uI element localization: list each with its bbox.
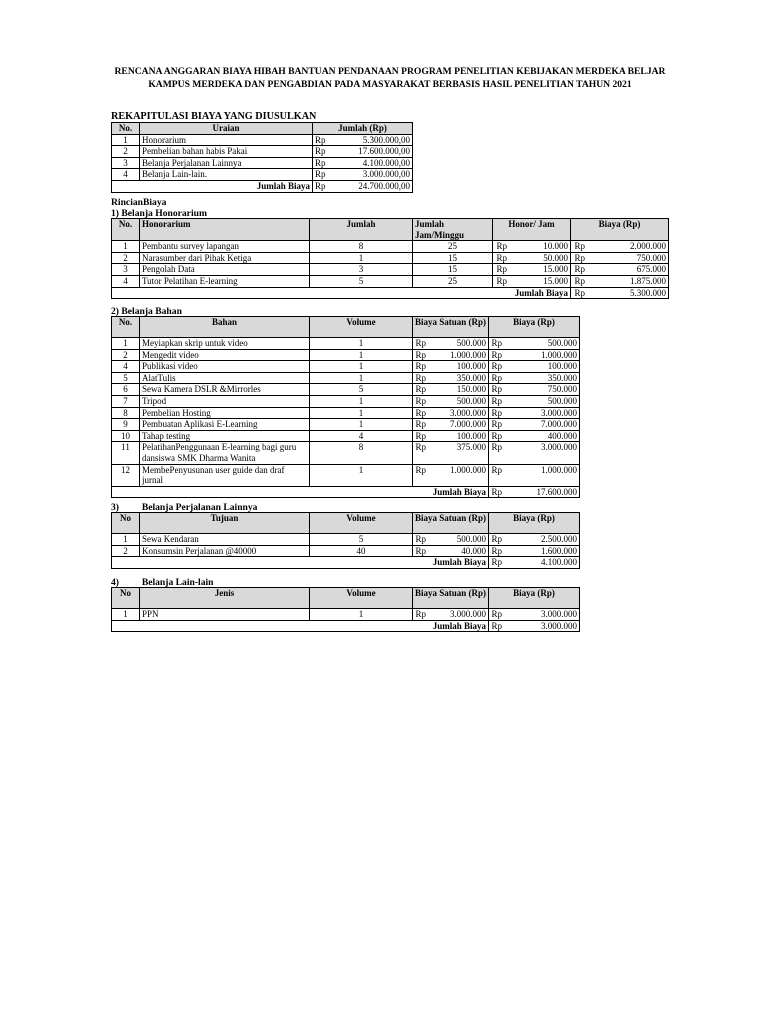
- table-row: [112, 349, 580, 361]
- col-no: No: [112, 513, 140, 534]
- currency-label: Rp: [493, 241, 509, 253]
- row-biaya-satuan: 7.000.000: [427, 419, 489, 431]
- row-jumlah: [313, 134, 413, 146]
- total-amount: 3.000.000: [503, 620, 580, 632]
- row-no: 9: [112, 419, 140, 431]
- honor-table: [111, 218, 669, 299]
- currency-label: Rp: [315, 157, 326, 168]
- col-volume: Volume: [310, 588, 413, 609]
- row-biaya-satuan: 150.000: [427, 384, 489, 396]
- col-jenis: Jenis: [140, 588, 310, 609]
- row-no: 1: [112, 609, 140, 621]
- row-volume: 1: [310, 609, 413, 621]
- currency-label: Rp: [413, 338, 427, 350]
- table-row: [112, 338, 580, 350]
- currency-label: Rp: [489, 407, 503, 419]
- row-name: Konsumsin Perjalanan @40000: [140, 545, 310, 557]
- col-jumlah: Jumlah (Rp): [313, 123, 413, 135]
- row-biaya-satuan: 375.000: [427, 442, 489, 464]
- row-volume: 5: [310, 534, 413, 546]
- row-honorarium: Pengolah Data: [140, 264, 310, 276]
- row-no: 3: [112, 157, 140, 169]
- row-jumlah: 8: [310, 241, 413, 253]
- perjalanan-heading-no: 3): [111, 502, 119, 513]
- perjalanan-heading-text: Belanja Perjalanan Lainnya: [141, 502, 258, 513]
- currency-label: Rp: [413, 395, 427, 407]
- col-biaya-satuan: Biaya Satuan (Rp): [413, 513, 489, 534]
- table-row: [112, 464, 580, 486]
- row-uraian: Belanja Lain-lain.: [140, 169, 313, 181]
- currency-label: Rp: [571, 264, 587, 276]
- row-name: PelatihanPenggunaan E-learning bagi guru dansiswa SMK Dharma Wanita: [140, 442, 310, 464]
- currency-label: Rp: [489, 464, 503, 486]
- table-row: [112, 534, 580, 546]
- currency-label: Rp: [315, 134, 326, 145]
- row-no: 4: [112, 361, 140, 373]
- row-no: 3: [112, 264, 140, 276]
- table-row: [112, 545, 580, 557]
- row-biaya: 1.000.000: [503, 464, 580, 486]
- row-name: Publikasi video: [140, 361, 310, 373]
- total-row: [112, 486, 580, 498]
- row-biaya-satuan: 1.000.000: [427, 464, 489, 486]
- row-biaya-satuan: 100.000: [427, 430, 489, 442]
- currency-label: Rp: [489, 361, 503, 373]
- row-name: Meyiapkan skrip untuk video: [140, 338, 310, 350]
- bahan-heading: 2) Belanja Bahan: [111, 306, 182, 317]
- total-label: Jumlah Biaya: [509, 287, 571, 299]
- row-no: 1: [112, 534, 140, 546]
- currency-label: Rp: [489, 534, 503, 546]
- lain-table: [111, 587, 580, 632]
- row-no: 1: [112, 134, 140, 146]
- row-uraian: Pembelian bahan habis Pakai: [140, 146, 313, 158]
- row-name: PPN: [140, 609, 310, 621]
- row-biaya-satuan: 1.000.000: [427, 349, 489, 361]
- row-name: Tripod: [140, 395, 310, 407]
- table-row: [112, 419, 580, 431]
- amount: 5.300.000,00: [362, 134, 410, 145]
- row-volume: 1: [310, 349, 413, 361]
- currency-label: Rp: [315, 146, 326, 157]
- col-tujuan: Tujuan: [140, 513, 310, 534]
- row-biaya: 500.000: [503, 338, 580, 350]
- currency-label: Rp: [489, 395, 503, 407]
- row-volume: 1: [310, 395, 413, 407]
- row-volume: 4: [310, 430, 413, 442]
- perjalanan-table: [111, 512, 580, 569]
- col-honorarium: Honorarium: [140, 219, 310, 241]
- table-row: [112, 609, 580, 621]
- row-no: 1: [112, 241, 140, 253]
- col-honor-jam: Honor/ Jam: [493, 219, 571, 241]
- row-biaya: 7.000.000: [503, 419, 580, 431]
- table-row: [112, 442, 580, 464]
- total-label: Jumlah Biaya: [112, 486, 489, 498]
- table-row: [112, 169, 413, 181]
- col-uraian: Uraian: [140, 123, 313, 135]
- currency-label: Rp: [489, 557, 503, 569]
- total-label: Jumlah Biaya: [112, 180, 313, 192]
- currency-label: Rp: [413, 464, 427, 486]
- spacer: [112, 287, 509, 299]
- row-honorarium: Pembantu survey lapangan: [140, 241, 310, 253]
- row-volume: 8: [310, 442, 413, 464]
- row-jam: 15: [413, 252, 493, 264]
- row-honor: 15.000: [509, 264, 571, 276]
- row-biaya: 750.000: [503, 384, 580, 396]
- rincian-label: RincianBiaya: [111, 197, 167, 208]
- row-biaya: 750.000: [587, 252, 669, 264]
- col-jumlah: Jumlah: [310, 219, 413, 241]
- row-uraian: Honorarium: [140, 134, 313, 146]
- currency-label: Rp: [489, 545, 503, 557]
- row-name: Pembelian Hosting: [140, 407, 310, 419]
- row-name: AlatTulis: [140, 372, 310, 384]
- table-row: [112, 241, 669, 253]
- row-no: 8: [112, 407, 140, 419]
- row-biaya: 500.000: [503, 395, 580, 407]
- currency-label: Rp: [571, 287, 587, 299]
- currency-label: Rp: [489, 384, 503, 396]
- row-jam: 15: [413, 264, 493, 276]
- currency-label: Rp: [489, 609, 503, 621]
- table-row: [112, 395, 580, 407]
- row-volume: 1: [310, 338, 413, 350]
- currency-label: Rp: [315, 180, 326, 191]
- row-no: 4: [112, 275, 140, 287]
- row-honor: 10.000: [509, 241, 571, 253]
- total-amount: 4.100.000: [503, 557, 580, 569]
- recap-heading: REKAPITULASI BIAYA YANG DIUSULKAN: [111, 111, 317, 122]
- currency-label: Rp: [489, 486, 503, 498]
- table-row: [112, 407, 580, 419]
- amount: 24.700.000,00: [358, 180, 410, 191]
- currency-label: Rp: [413, 384, 427, 396]
- row-no: 10: [112, 430, 140, 442]
- currency-label: Rp: [489, 349, 503, 361]
- total-row: [112, 287, 669, 299]
- lain-heading-text: Belanja Lain-lain: [141, 577, 214, 588]
- bahan-table: [111, 316, 580, 498]
- amount: 3.000.000,00: [362, 169, 410, 180]
- row-honor: 50.000: [509, 252, 571, 264]
- currency-label: Rp: [489, 372, 503, 384]
- col-volume: Volume: [310, 513, 413, 534]
- amount: 4.100.000,00: [362, 157, 410, 168]
- row-volume: 5: [310, 384, 413, 396]
- row-no: 7: [112, 395, 140, 407]
- col-biaya: Biaya (Rp): [489, 317, 580, 338]
- currency-label: Rp: [413, 361, 427, 373]
- row-biaya: 3.000.000: [503, 609, 580, 621]
- currency-label: Rp: [315, 169, 326, 180]
- col-biaya: Biaya (Rp): [489, 513, 580, 534]
- row-biaya: 400.000: [503, 430, 580, 442]
- row-volume: 1: [310, 372, 413, 384]
- total-row: [112, 557, 580, 569]
- table-row: [112, 264, 669, 276]
- col-biaya: Biaya (Rp): [489, 588, 580, 609]
- col-no: No.: [112, 219, 140, 241]
- currency-label: Rp: [571, 252, 587, 264]
- table-row: [112, 430, 580, 442]
- row-name: Mengedit video: [140, 349, 310, 361]
- table-row: [112, 384, 580, 396]
- row-biaya-satuan: 3.000.000: [427, 407, 489, 419]
- currency-label: Rp: [413, 609, 427, 621]
- row-name: Sewa Kendaran: [140, 534, 310, 546]
- col-biaya-satuan: Biaya Satuan (Rp): [413, 317, 489, 338]
- row-biaya-satuan: 350.000: [427, 372, 489, 384]
- row-biaya-satuan: 100.000: [427, 361, 489, 373]
- honor-heading: 1) Belanja Honorarium: [111, 208, 207, 219]
- currency-label: Rp: [493, 252, 509, 264]
- document-title: RENCANA ANGGARAN BIAYA HIBAH BANTUAN PENDANAAN PROGRAM PENELITIAN KEBIJAKAN MERDEKA BELJAR KAMPUS MERDEKA DAN PENGABDIAN PADA MASYARAKAT BERBASIS HASIL PENELITIAN TAHUN 2021: [114, 66, 666, 90]
- currency-label: Rp: [413, 372, 427, 384]
- row-no: 2: [112, 146, 140, 158]
- total-amount: [313, 180, 413, 192]
- row-honor: 15.000: [509, 275, 571, 287]
- row-jumlah: [313, 146, 413, 158]
- col-no: No.: [112, 123, 140, 135]
- col-no: No.: [112, 317, 140, 338]
- row-biaya: 100.000: [503, 361, 580, 373]
- currency-label: Rp: [413, 407, 427, 419]
- row-volume: 1: [310, 419, 413, 431]
- row-biaya-satuan: 500.000: [427, 338, 489, 350]
- amount: 17.600.000,00: [358, 146, 410, 157]
- currency-label: Rp: [493, 264, 509, 276]
- row-name: MembePenyusunan user guide dan draf jurnal: [140, 464, 310, 486]
- currency-label: Rp: [413, 349, 427, 361]
- row-honorarium: Tutor Pelatihan E-learning: [140, 275, 310, 287]
- total-row: [112, 180, 413, 192]
- col-biaya: Biaya (Rp): [571, 219, 669, 241]
- currency-label: Rp: [413, 419, 427, 431]
- row-biaya: 2.500.000: [503, 534, 580, 546]
- currency-label: Rp: [571, 241, 587, 253]
- row-honorarium: Narasumber dari Pihak Ketiga: [140, 252, 310, 264]
- row-no: 5: [112, 372, 140, 384]
- currency-label: Rp: [413, 442, 427, 464]
- row-uraian: Belanja Perjalanan Lainnya: [140, 157, 313, 169]
- row-biaya: 3.000.000: [503, 442, 580, 464]
- total-label: Jumlah Biaya: [112, 557, 489, 569]
- table-row: [112, 361, 580, 373]
- table-row: [112, 372, 580, 384]
- row-no: 11: [112, 442, 140, 464]
- row-no: 12: [112, 464, 140, 486]
- row-biaya: 675.000: [587, 264, 669, 276]
- row-name: Sewa Kamera DSLR &Mirrorles: [140, 384, 310, 396]
- row-jumlah: 1: [310, 252, 413, 264]
- currency-label: Rp: [489, 338, 503, 350]
- row-name: Pembuatan Aplikasi E-Learning: [140, 419, 310, 431]
- row-biaya: 1.875.000: [587, 275, 669, 287]
- table-row: [112, 146, 413, 158]
- row-biaya: 1.600.000: [503, 545, 580, 557]
- row-no: 2: [112, 349, 140, 361]
- row-no: 4: [112, 169, 140, 181]
- total-row: [112, 620, 580, 632]
- total-label: Jumlah Biaya: [112, 620, 489, 632]
- col-biaya-satuan: Biaya Satuan (Rp): [413, 588, 489, 609]
- row-jam: 25: [413, 275, 493, 287]
- row-no: 2: [112, 545, 140, 557]
- row-volume: 40: [310, 545, 413, 557]
- row-biaya-satuan: 40.000: [427, 545, 489, 557]
- col-no: No: [112, 588, 140, 609]
- currency-label: Rp: [489, 430, 503, 442]
- total-amount: 5.300.000: [587, 287, 669, 299]
- recap-table: [111, 122, 413, 193]
- row-jam: 25: [413, 241, 493, 253]
- col-bahan: Bahan: [140, 317, 310, 338]
- table-row: [112, 252, 669, 264]
- row-no: 1: [112, 338, 140, 350]
- row-biaya: 2.000.000: [587, 241, 669, 253]
- row-biaya: 3.000.000: [503, 407, 580, 419]
- row-no: 2: [112, 252, 140, 264]
- row-biaya-satuan: 500.000: [427, 534, 489, 546]
- row-biaya: 1.000.000: [503, 349, 580, 361]
- currency-label: Rp: [489, 419, 503, 431]
- currency-label: Rp: [413, 430, 427, 442]
- currency-label: Rp: [413, 534, 427, 546]
- row-jumlah: [313, 157, 413, 169]
- lain-heading-no: 4): [111, 577, 119, 588]
- currency-label: Rp: [489, 620, 503, 632]
- col-volume: Volume: [310, 317, 413, 338]
- currency-label: Rp: [493, 275, 509, 287]
- row-jumlah: 5: [310, 275, 413, 287]
- currency-label: Rp: [489, 442, 503, 464]
- row-biaya: 350.000: [503, 372, 580, 384]
- row-jumlah: 3: [310, 264, 413, 276]
- col-jam-minggu: Jumlah Jam/Minggu: [413, 219, 493, 241]
- row-name: Tahap testing: [140, 430, 310, 442]
- row-biaya-satuan: 3.000.000: [427, 609, 489, 621]
- currency-label: Rp: [413, 545, 427, 557]
- table-row: [112, 157, 413, 169]
- currency-label: Rp: [571, 275, 587, 287]
- row-no: 6: [112, 384, 140, 396]
- row-biaya-satuan: 500.000: [427, 395, 489, 407]
- row-volume: 1: [310, 361, 413, 373]
- table-row: [112, 275, 669, 287]
- row-volume: 1: [310, 464, 413, 486]
- row-volume: 1: [310, 407, 413, 419]
- row-jumlah: [313, 169, 413, 181]
- table-row: [112, 134, 413, 146]
- total-amount: 17.600.000: [503, 486, 580, 498]
